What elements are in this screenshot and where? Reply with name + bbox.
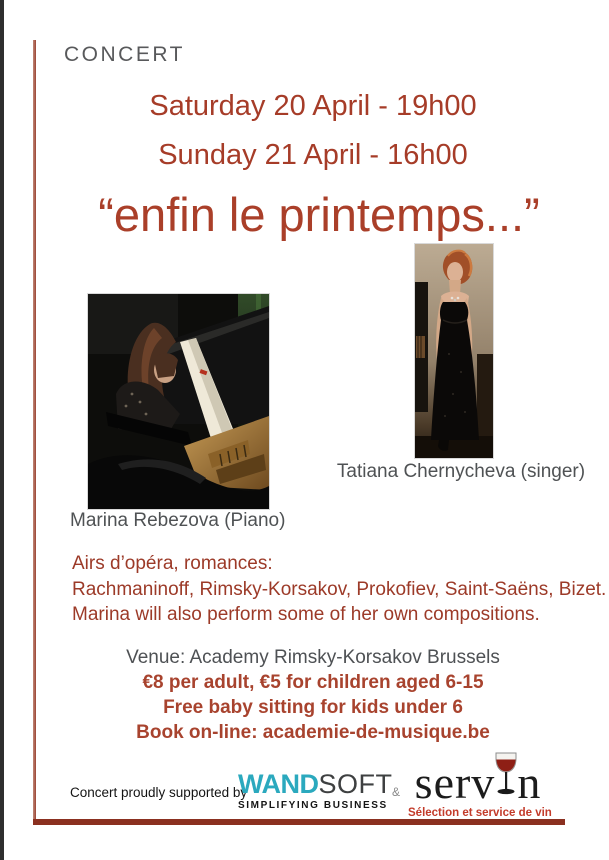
wandsoft-logo	[238, 769, 393, 811]
price-line: €8 per adult, €5 for children aged 6-15	[142, 672, 484, 693]
wandsoft-wand: WAND	[238, 769, 319, 799]
booking-line: Book on-line: academie-de-musique.be	[136, 722, 490, 743]
babysitting-line: Free baby sitting for kids under 6	[163, 697, 463, 718]
poster-kicker: CONCERT	[64, 43, 185, 66]
event-details	[33, 645, 593, 745]
program-description	[72, 551, 606, 628]
pianist-caption: Marina Rebezova (Piano)	[70, 510, 286, 531]
frame-bottom-rule	[33, 819, 565, 825]
poster-title: “enfin le printemps...”	[98, 188, 540, 241]
supported-by-text: Concert proudly supported by	[70, 785, 248, 800]
servin-wordmark	[408, 754, 548, 806]
wandsoft-wordmark	[238, 769, 393, 799]
wine-glass-icon	[493, 752, 519, 796]
servin-logo	[408, 754, 552, 819]
singer-caption: Tatiana Chernycheva (singer)	[336, 461, 586, 482]
concert-date-1: Saturday 20 April - 19h00	[149, 90, 477, 122]
scan-edge-left	[0, 0, 4, 860]
servin-n: n	[517, 757, 542, 808]
concert-date-2: Sunday 21 April - 16h00	[158, 139, 468, 171]
program-line-1: Airs d’opéra, romances:	[72, 553, 273, 574]
wandsoft-tagline: SIMPLIFYING BUSINESS	[238, 800, 388, 811]
wandsoft-soft: SOFT	[318, 769, 393, 799]
program-line-3: Marina will also perform some of her own compositions.	[72, 604, 540, 625]
venue-line: Venue: Academy Rimsky-Korsakov Brussels	[126, 647, 500, 668]
program-line-2: Rachmaninoff, Rimsky-Korsakov, Prokofiev, Saint-Saëns, Bizet.	[72, 578, 607, 600]
servin-serv: serv	[414, 757, 496, 808]
ampersand: &	[392, 785, 401, 799]
servin-tagline: Sélection et service de vin	[408, 807, 552, 819]
singer-photo	[414, 243, 494, 459]
pianist-photo	[87, 293, 270, 510]
